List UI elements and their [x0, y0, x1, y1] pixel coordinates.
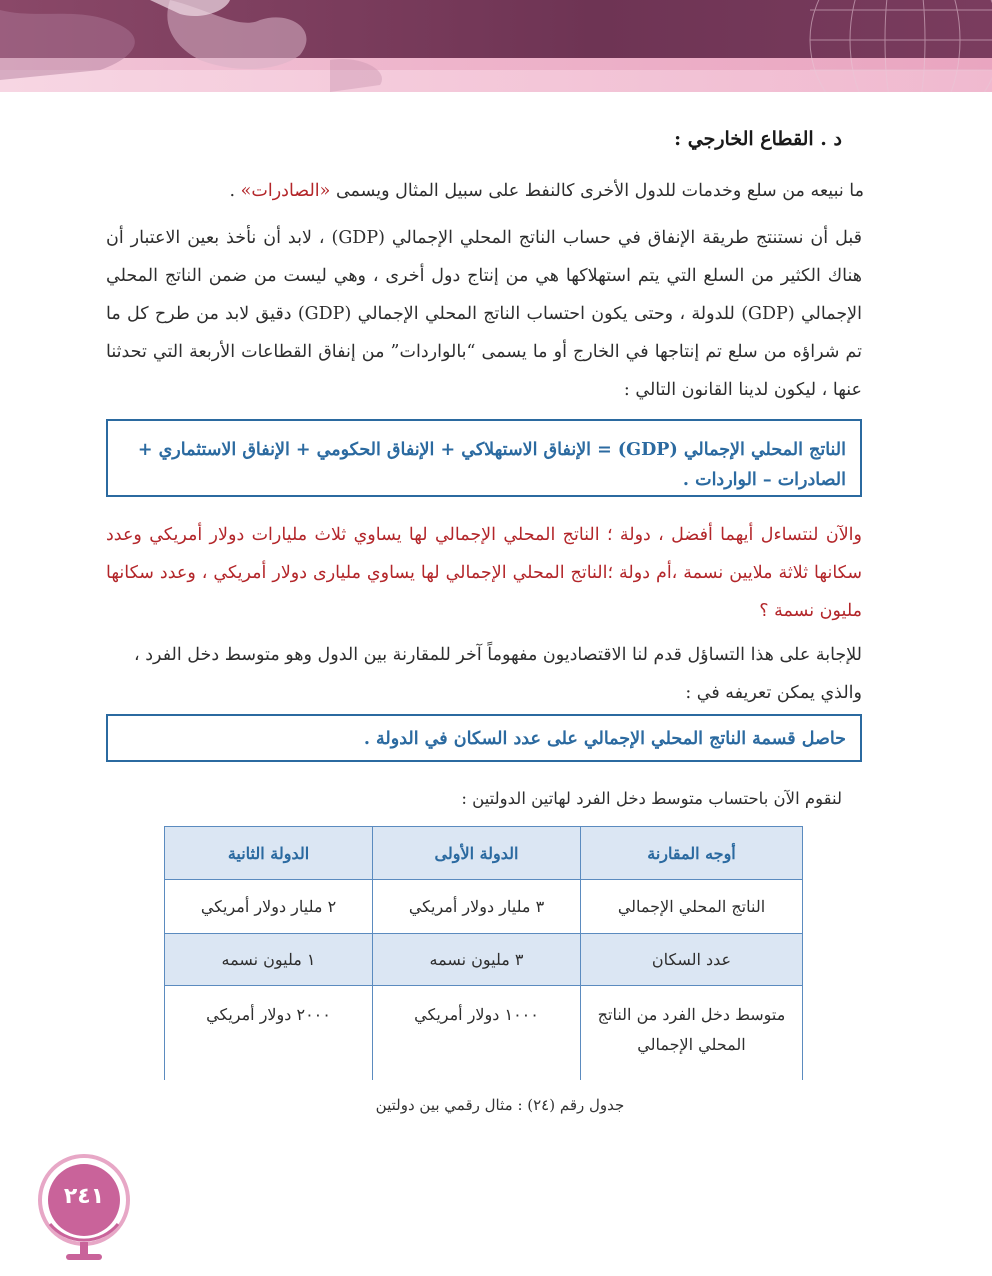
- table-cell: ٣ مليون نسمه: [373, 934, 581, 986]
- imports-paragraph: قبل أن نستنتج طريقة الإنفاق في حساب الناتج المحلي الإجمالي (GDP) ، لابد أن نأخذ بعين الاعتبار أن هناك الكثير من السلع التي يتم استهلاكها هي من إنتاج دول أخرى ، وهي ليست من ضمن الناتج المحلي الإجمالي (GDP) للدولة ، وحتى يكون احتساب الناتج المحلي الإجمالي (GDP) دقيق لابد من طرح كل ما تم شراؤه من سلع تم إنتاجها في الخارج أو ما يسمى “بالواردات” من إنفاق القطاعات الأربعة التي تحدثنا عنها ، ليكون لدينا القانون التالي :: [106, 228, 862, 400]
- table-cell: ٢٠٠٠ دولار أمريكي: [165, 986, 373, 1081]
- exports-paragraph: [124, 172, 864, 210]
- exports-text: ما نبيعه من سلع وخدمات للدول الأخرى كالنفط على سبيل المثال ويسمى: [330, 181, 864, 201]
- section-label: د .: [820, 128, 842, 150]
- table-caption: جدول رقم (٢٤) : مثال رقمي بين دولتين: [375, 1096, 625, 1114]
- exports-tail: .: [229, 181, 241, 201]
- page-number-badge: [36, 1154, 132, 1250]
- table-cell: عدد السكان: [581, 934, 803, 986]
- exports-highlight: «الصادرات»: [240, 181, 331, 201]
- table-cell: الناتج المحلي الإجمالي: [581, 880, 803, 934]
- world-map-decoration: [0, 0, 992, 92]
- table-cell: ١٠٠٠ دولار أمريكي: [373, 986, 581, 1081]
- table-cell: ٣ مليار دولار أمريكي: [373, 880, 581, 934]
- definition-box: [106, 714, 862, 762]
- globe-icon: [36, 1154, 132, 1264]
- question-paragraph: والآن لنتساءل أيهما أفضل ، دولة ؛ الناتج المحلي الإجمالي لها يساوي ثلاث مليارات دولار أمريكي وعدد سكانها ثلاثة ملايين نسمة ،أم دولة ؛الناتج المحلي الإجمالي لها يساوي مليارى دولار أمريكي ، وعدد سكانها مليون نسمة ؟: [106, 525, 862, 621]
- table-row: [165, 934, 803, 986]
- definition-text: حاصل قسمة الناتج المحلي الإجمالي على عدد السكان في الدولة .: [363, 729, 846, 749]
- header-banner: [0, 0, 992, 92]
- table-cell: ٢ مليار دولار أمريكي: [165, 880, 373, 934]
- table-row: [165, 986, 803, 1081]
- page-number: ٢٤١: [63, 1184, 105, 1209]
- table-header-row: [165, 827, 803, 880]
- comparison-table: [164, 826, 803, 1080]
- table-header: الدولة الأولى: [373, 827, 581, 880]
- table-header: الدولة الثانية: [165, 827, 373, 880]
- section-heading: [242, 128, 842, 150]
- table-row: [165, 880, 803, 934]
- calc-intro: لنقوم الآن باحتساب متوسط دخل الفرد لهاتين الدولتين :: [461, 789, 842, 808]
- answer-paragraph: للإجابة على هذا التساؤل قدم لنا الاقتصاديون مفهوماً آخر للمقارنة بين الدول وهو متوسط دخل الفرد ، والذي يمكن تعريفه في :: [134, 645, 862, 703]
- section-title: القطاع الخارجي :: [674, 128, 814, 150]
- table-cell: ١ مليون نسمه: [165, 934, 373, 986]
- formula-text: الناتج المحلي الإجمالي (GDP) = الإنفاق الاستهلاكي + الإنفاق الحكومي + الإنفاق الاستثماري + الصادرات – الواردات .: [137, 440, 846, 490]
- table-cell: متوسط دخل الفرد من الناتج المحلي الإجمالي: [581, 986, 803, 1081]
- table-header: أوجه المقارنة: [581, 827, 803, 880]
- formula-box: [106, 419, 862, 497]
